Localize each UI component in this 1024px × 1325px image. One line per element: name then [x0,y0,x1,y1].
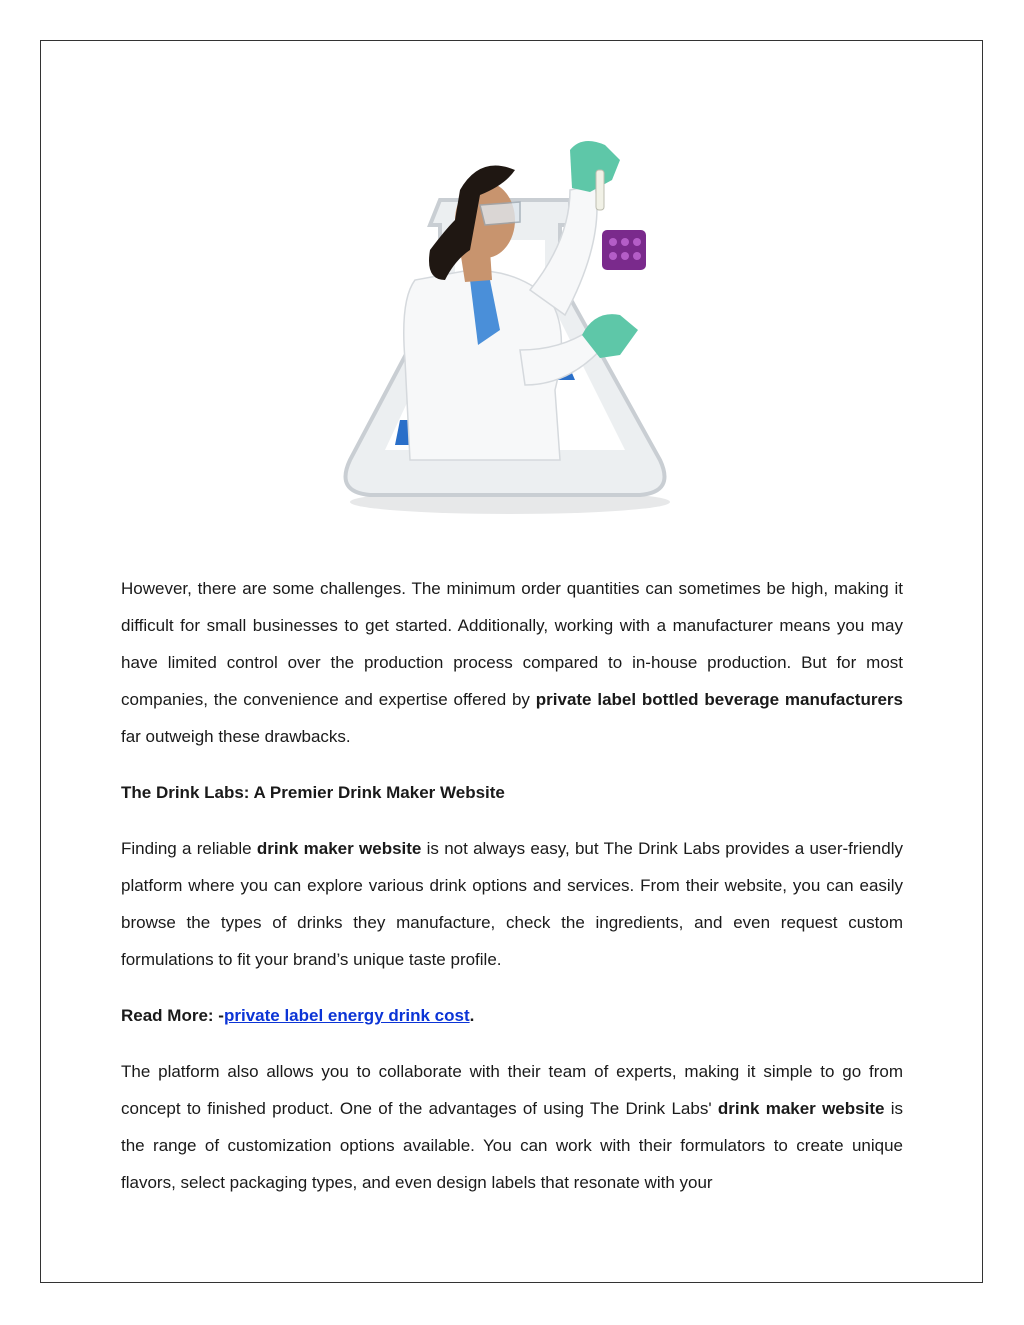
paragraph-text: The platform also allows you to collaborate with their team of experts, making it simple to go from concept to finished product. One of the advantages of using The Drink Labs' [121,1062,903,1118]
paragraph-text: is not always easy, but The Drink Labs provides a user-friendly platform where you can explore various drink options and services. From their website, you can easily browse the types of drinks they manufacture, check the ingredients, and even request custom formulations to fit your brand’s unique taste profile. [121,839,903,969]
bold-keyword: drink maker website [717,1099,885,1118]
read-more-link[interactable]: private label energy drink cost [223,1006,470,1025]
bold-keyword: drink maker website [256,839,422,858]
scientist-illustration [320,130,700,550]
paragraph-text: is the range of customization options available. You can work with their formulators to create unique flavors, select packaging types, and even design labels that resonate with your [121,1099,903,1192]
paragraph-text: Finding a reliable [121,839,257,858]
paragraph-platform [121,1053,903,1201]
paragraph-text: However, there are some challenges. The minimum order quantities can sometimes be high, making it difficult for small businesses to get started. Additionally, working with a manufacturer means you may have limited control over the production process compared to in-house production. But for most companies, the convenience and expertise offered by [121,579,903,709]
read-more-label: Read More: - [121,1006,224,1025]
paragraph-drink-maker-website [121,830,903,978]
document-body [121,570,903,1201]
read-more-suffix: . [469,1006,475,1025]
sample-tray-icon [602,230,646,270]
paragraph-challenges [121,570,903,755]
read-more-line [121,997,903,1034]
glove-icon [570,141,620,192]
paragraph-text: far outweigh these drawbacks. [121,727,351,746]
section-heading: The Drink Labs: A Premier Drink Maker Website [121,783,505,802]
bold-keyword: private label bottled beverage manufacturers [535,690,903,709]
